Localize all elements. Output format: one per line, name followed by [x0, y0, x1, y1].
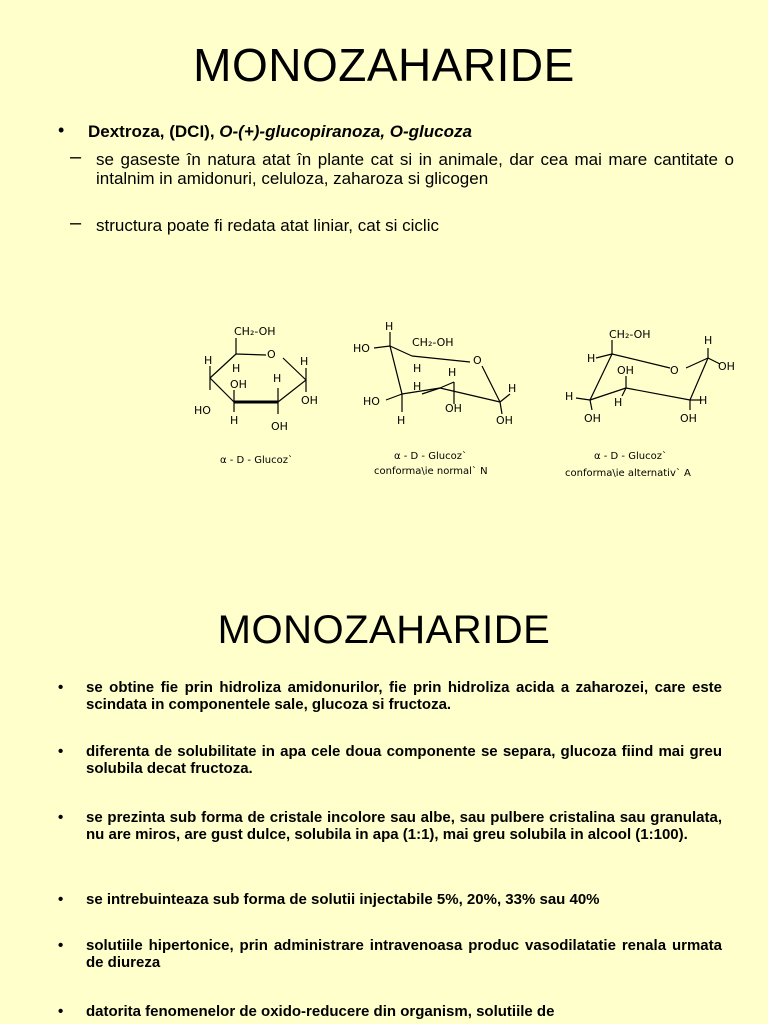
bullet-marker: • [58, 743, 64, 760]
mol2-label: H [413, 380, 422, 393]
bullet-marker: • [58, 679, 64, 696]
mol2-label: H [397, 414, 406, 427]
mol3-label: H [614, 396, 623, 409]
list-item [58, 743, 722, 777]
mol3-caption: α - D - Glucoz` [594, 451, 667, 462]
slide-1-title: MONOZAHARIDE [193, 39, 575, 91]
bullet-marker: • [58, 1003, 64, 1020]
mol2-caption-conformation: conforma\ie normal` N [374, 466, 488, 477]
mol3-label: OH [617, 364, 634, 377]
mol1-label: HO [194, 404, 211, 417]
mol2-caption: α - D - Glucoz` [394, 451, 467, 462]
mol1-label: O [267, 348, 276, 361]
list-item [58, 1003, 722, 1020]
bullet-marker: • [58, 891, 64, 908]
bullet-text: solutiile hipertonice, prin administrare intravenoasa produc vasodilatatie renala urmata de diureza [86, 937, 722, 971]
mol2-label: OH [496, 414, 513, 427]
bullet-italic: O-(+)-glucopiranoza, O-glucoza [219, 122, 472, 141]
bullet-lead: Dextroza, (DCI), [88, 122, 220, 141]
mol3-label: H [587, 352, 596, 365]
sub-bullet-1 [70, 146, 734, 188]
mol1-label: H [273, 372, 282, 385]
sub-bullet-text: se gaseste în natura atat în plante cat si in animale, dar cea mai mare cantitate o intalnim in amidonuri, celuloza, zaharoza si glicogen [96, 150, 734, 188]
sub-bullet-text: structura poate fi redata atat liniar, cat si ciclic [96, 216, 439, 235]
mol2-label: H [385, 320, 394, 333]
mol2-label: CH₂-OH [412, 336, 454, 349]
bullet-text: se obtine fie prin hidroliza amidonurilor, fie prin hidroliza acida a zaharozei, care este scindata in componentele sale, glucoza si fructoza. [86, 679, 722, 713]
bullet-text: diferenta de solubilitate in apa cele doua componente se separa, glucoza fiind mai greu solubila decat fructoza. [86, 743, 722, 777]
mol3-label: H [699, 394, 708, 407]
molecule-chair-normal [350, 318, 530, 486]
mol3-label: CH₂-OH [609, 328, 651, 341]
molecule-haworth [188, 318, 338, 478]
mol3-label: OH [718, 360, 735, 373]
bullet-marker: • [58, 809, 64, 826]
mol2-label: OH [445, 402, 462, 415]
mol1-label: H [232, 362, 241, 375]
bullet-marker: • [58, 120, 65, 140]
dash-marker: – [70, 212, 82, 234]
mol2-label: O [473, 354, 482, 367]
mol1-label: H [230, 414, 239, 427]
mol1-label: OH [230, 378, 247, 391]
mol2-label: HO [363, 395, 380, 408]
mol2-label: H [508, 382, 517, 395]
dash-marker: – [70, 146, 82, 168]
mol1-label: H [204, 354, 213, 367]
mol2-label: HO [353, 342, 370, 355]
mol2-label: H [448, 366, 457, 379]
slide-2-title: MONOZAHARIDE [217, 608, 551, 652]
bullet-text: se intrebuinteaza sub forma de solutii injectabile 5%, 20%, 33% sau 40% [86, 891, 600, 908]
mol1-caption: α - D - Glucoz` [220, 455, 293, 466]
mol3-label: H [565, 390, 574, 403]
mol3-label: OH [584, 412, 601, 425]
bullet-text [88, 122, 472, 142]
mol2-label: H [413, 362, 422, 375]
mol3-label: H [704, 334, 713, 347]
slide-2 [0, 512, 768, 1024]
list-item [58, 679, 722, 713]
list-item [58, 891, 722, 908]
mol1-label: CH₂-OH [234, 325, 276, 338]
mol3-caption-conformation: conforma\ie alternativ` A [565, 468, 691, 479]
molecule-chair-alternative [560, 318, 750, 486]
mol3-label: OH [680, 412, 697, 425]
bullet-marker: • [58, 937, 64, 954]
mol1-label: OH [301, 394, 318, 407]
bullet-text: se prezinta sub forma de cristale incolore sau albe, sau pulbere cristalina sau granulata, nu are miros, are gust dulce, solubila in apa (1:1), mai greu solubila in alcool (1:100). [86, 809, 722, 843]
bullet-text: datorita fenomenelor de oxido-reducere din organism, solutiile de [86, 1003, 555, 1020]
mol1-label: OH [271, 420, 288, 433]
mol1-label: H [300, 355, 309, 368]
sub-bullet-2 [70, 212, 734, 235]
list-item [58, 809, 722, 843]
list-item [58, 937, 722, 971]
mol3-label: O [670, 364, 679, 377]
